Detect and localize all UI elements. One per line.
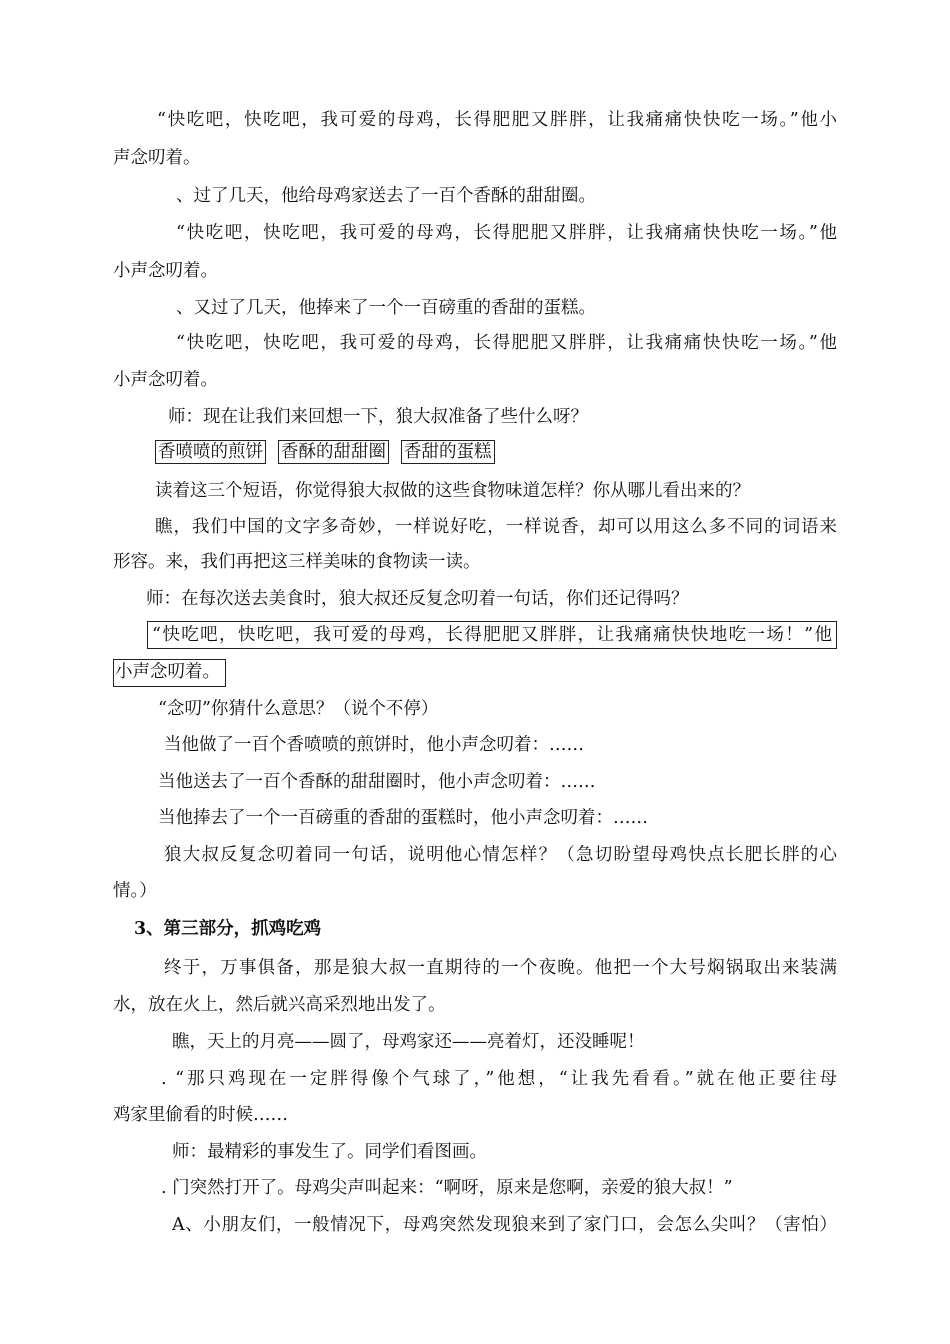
paragraph-line: “念叨”你猜什么意思？（说个不停） (158, 699, 439, 719)
paragraph-line: . “那只鸡现在一定胖得像个气球了，”他想，“让我先看看。”就在他正要往母 (161, 1069, 837, 1089)
section-heading: 3、第三部分，抓鸡吃鸡 (134, 919, 322, 939)
phrase-box-row (155, 440, 507, 466)
phrase-box: 香喷喷的煎饼 (155, 440, 266, 464)
paragraph-line: 、过了几天，他给母鸡家送去了一百个香酥的甜甜圈。 (176, 186, 596, 206)
paragraph-line: . 门突然打开了。母鸡尖声叫起来：“啊呀，原来是您啊，亲爱的狼大叔！” (161, 1178, 733, 1198)
phrase-box: 香酥的甜甜圈 (278, 440, 389, 464)
paragraph-line: 瞧，天上的月亮——圆了，母鸡家还——亮着灯，还没睡呢！ (172, 1032, 645, 1052)
paragraph-line: 当他做了一百个香喷喷的煎饼时，他小声念叨着：…… (164, 735, 584, 755)
paragraph-line: “快吃吧，快吃吧，我可爱的母鸡，长得肥肥又胖胖，让我痛痛快快吃一场。”他 (176, 333, 837, 353)
teacher-line: 师：最精彩的事发生了。同学们看图画。 (172, 1142, 487, 1162)
paragraph-line: 小声念叨着。 (113, 370, 218, 390)
paragraph-line: 声念叨着。 (113, 148, 201, 168)
paragraph-line: 终于，万事俱备，那是狼大叔一直期待的一个夜晚。他把一个大号焖锅取出来装满 (164, 958, 837, 978)
paragraph-line: “快吃吧，快吃吧，我可爱的母鸡，长得肥肥又胖胖，让我痛痛快快吃一场。”他 (176, 223, 837, 243)
phrase-box: 香甜的蛋糕 (401, 440, 495, 464)
paragraph-line: 瞧，我们中国的文字多奇妙，一样说好吃，一样说香，却可以用这么多不同的词语来 (155, 517, 837, 537)
paragraph-line: 情。） (113, 881, 157, 901)
quote-line: 小声念叨着。 (115, 662, 220, 682)
teacher-line: 师：现在让我们来回想一下，狼大叔准备了些什么呀？ (168, 407, 588, 427)
paragraph-line: 水，放在火上，然后就兴高采烈地出发了。 (113, 995, 446, 1015)
paragraph-line: 当他送去了一百个香酥的甜甜圈时，他小声念叨着：…… (158, 772, 596, 792)
quote-line: “快吃吧，快吃吧，我可爱的母鸡，长得肥肥又胖胖，让我痛痛快快地吃一场！”他 (152, 625, 832, 645)
paragraph-line: “快吃吧，快吃吧，我可爱的母鸡，长得肥肥又胖胖，让我痛痛快快吃一场。”他小 (157, 110, 837, 130)
paragraph-line: 形容。来，我们再把这三样美味的食物读一读。 (113, 552, 481, 572)
paragraph-line: 小声念叨着。 (113, 261, 218, 281)
paragraph-line: 鸡家里偷看的时候…… (113, 1105, 288, 1125)
paragraph-line: 狼大叔反复念叨着同一句话，说明他心情怎样？（急切盼望母鸡快点长肥长胖的心 (164, 845, 837, 865)
paragraph-line: 、又过了几天，他捧来了一个一百磅重的香甜的蛋糕。 (176, 298, 596, 318)
paragraph-line: 读着这三个短语，你觉得狼大叔做的这些食物味道怎样？你从哪儿看出来的？ (155, 481, 750, 501)
teacher-line: 师：在每次送去美食时，狼大叔还反复念叨着一句话，你们还记得吗？ (146, 589, 689, 609)
paragraph-line: 当他捧去了一个一百磅重的香甜的蛋糕时，他小声念叨着：…… (158, 808, 648, 828)
paragraph-line: A、小朋友们，一般情况下，母鸡突然发现狼来到了家门口，会怎么尖叫？（害怕） (172, 1215, 837, 1235)
